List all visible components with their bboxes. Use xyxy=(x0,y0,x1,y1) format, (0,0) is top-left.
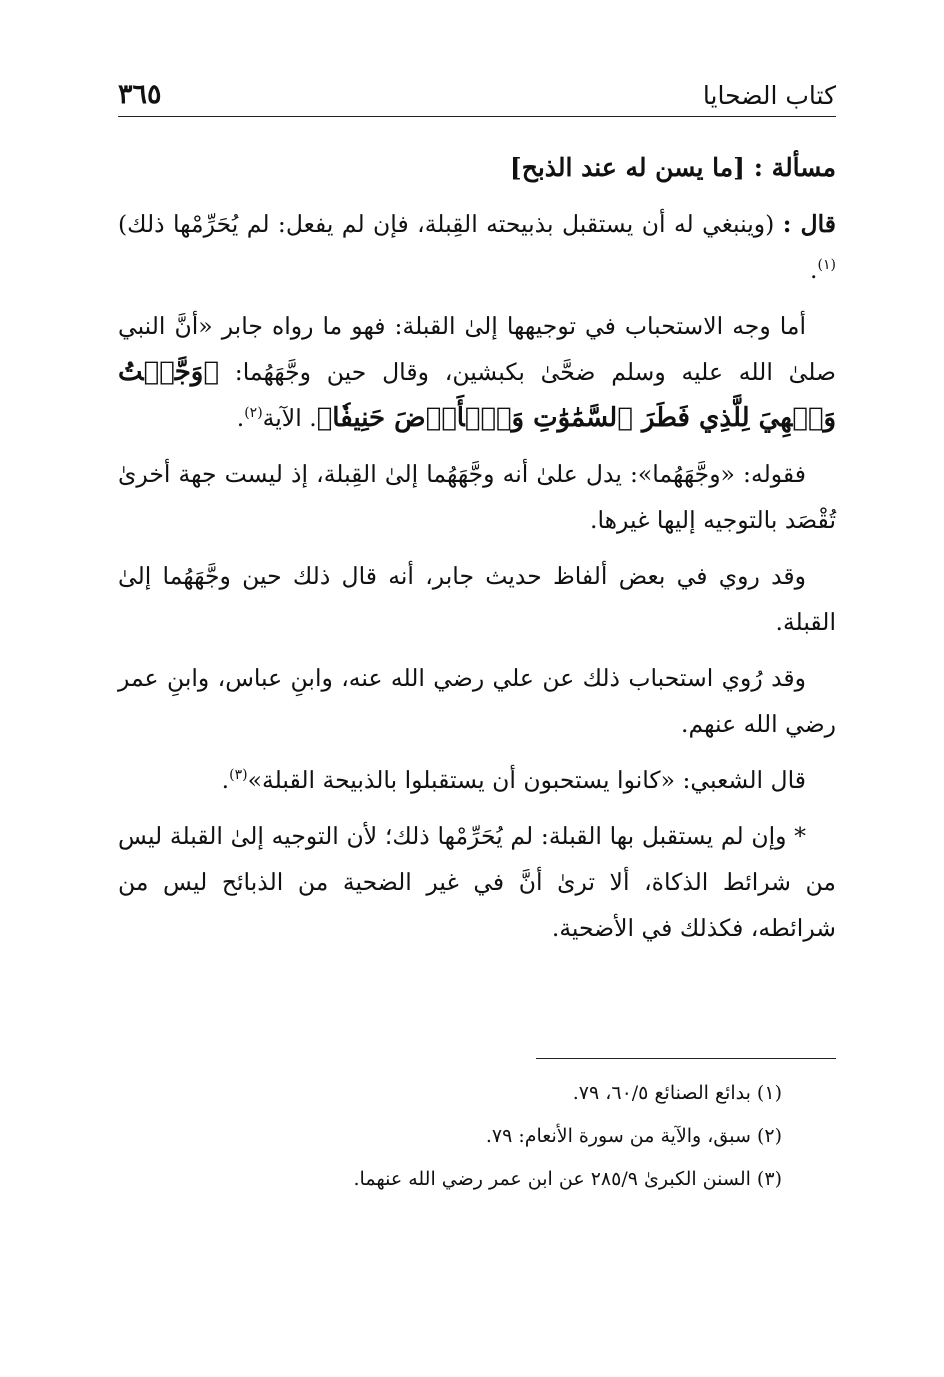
footnote-1: (١) بدائع الصنائع ٦٠/٥، ٧٩. xyxy=(572,1082,782,1104)
section-heading xyxy=(118,145,836,191)
footnote-ref-1: (١) xyxy=(817,257,836,274)
star-marker: * xyxy=(794,822,807,850)
footnote-2: (٢) سبق، والآية من سورة الأنعام: ٧٩. xyxy=(485,1125,782,1147)
main-text xyxy=(118,145,836,961)
paragraph-4: وقد روي في بعض ألفاظ حديث جابر، أنه قال ذلك حين وجَّهَهُما إلىٰ القبلة. xyxy=(118,562,836,636)
paragraph-7-text: وإن لم يستقبل بها القبلة: لم يُحَرِّمْها ذلك؛ لأن التوجيه إلىٰ القبلة ليس من شرائط الذكاة، ألا ترىٰ أنَّ في غير الضحية من الذبائح ليس من شرائطه، فكذلك في الأضحية. xyxy=(118,822,836,942)
heading-title: [ما يسن له عند الذبح] xyxy=(509,153,746,182)
paragraph-7 xyxy=(118,813,836,951)
footnote-3: (٣) السنن الكبرىٰ ٢٨٥/٩ عن ابن عمر رضي الله عنهما. xyxy=(353,1168,782,1190)
paragraph-2: أما وجه الاستحباب في توجيهها إلىٰ القبلة: فهو ما رواه جابر «أنَّ النبي صلىٰ الله عليه وسلم ضحَّىٰ بكبشين، وقال حين وجَّهَهُما: ﴿وَجَّهۡتُ وَجۡهِيَ لِلَّذِي فَطَرَ ٱلسَّمَٰوَٰتِ وَٱلۡأَرۡضَ حَنِيفٗا﴾. الآية$^{(٢)}$. xyxy=(118,312,836,433)
paragraph-3: فقوله: «وجَّهَهُما»: يدل علىٰ أنه وجَّهَهُما إلىٰ القِبلة، إذ ليست جهة أخرىٰ تُقْصَد بالتوجيه إليها غيرها. xyxy=(118,460,836,534)
paragraph-2-text: أما وجه الاستحباب في توجيهها إلىٰ القبلة: فهو ما رواه جابر «أنَّ النبي صلىٰ الله عليه وسلم ضحَّىٰ بكبشين، وقال حين وجَّهَهُما: xyxy=(118,312,836,386)
paragraph-5: وقد رُوي استحباب ذلك عن علي رضي الله عنه، وابنِ عباس، وابنِ عمر رضي الله عنهم. xyxy=(118,664,836,738)
heading-label: مسألة : xyxy=(753,153,836,182)
page-header xyxy=(118,66,836,117)
paragraph-1-text: (وينبغي له أن يستقبل بذبيحته القِبلة، فإن لم يفعل: لم يُحَرِّمْها ذلك) xyxy=(118,210,775,238)
footnote-divider xyxy=(536,1058,836,1059)
running-title: كتاب الضحايا xyxy=(702,81,836,110)
footnotes xyxy=(118,1072,782,1201)
quran-verse: ﴿وَجَّهۡتُ وَجۡهِيَ لِلَّذِي فَطَرَ ٱلسَّمَٰوَٰتِ وَٱلۡأَرۡضَ حَنِيفٗا﴾ xyxy=(118,357,836,433)
paragraph-1: قال : (وينبغي له أن يستقبل بذبيحته القِبلة، فإن لم يفعل: لم يُحَرِّمْها ذلك)$^{(١)}$. xyxy=(118,210,836,284)
footnote-ref-2: (٢) xyxy=(244,405,263,422)
footnote-ref-3: (٣) xyxy=(229,767,248,784)
quote-label: قال : xyxy=(782,210,836,238)
paragraph-6-text: قال الشعبي: «كانوا يستحبون أن يستقبلوا بالذبيحة القبلة» xyxy=(247,766,806,794)
paragraph-6: قال الشعبي: «كانوا يستحبون أن يستقبلوا بالذبيحة القبلة»$^{(٣)}$. xyxy=(221,766,806,794)
page-number: ٣٦٥ xyxy=(118,79,162,110)
